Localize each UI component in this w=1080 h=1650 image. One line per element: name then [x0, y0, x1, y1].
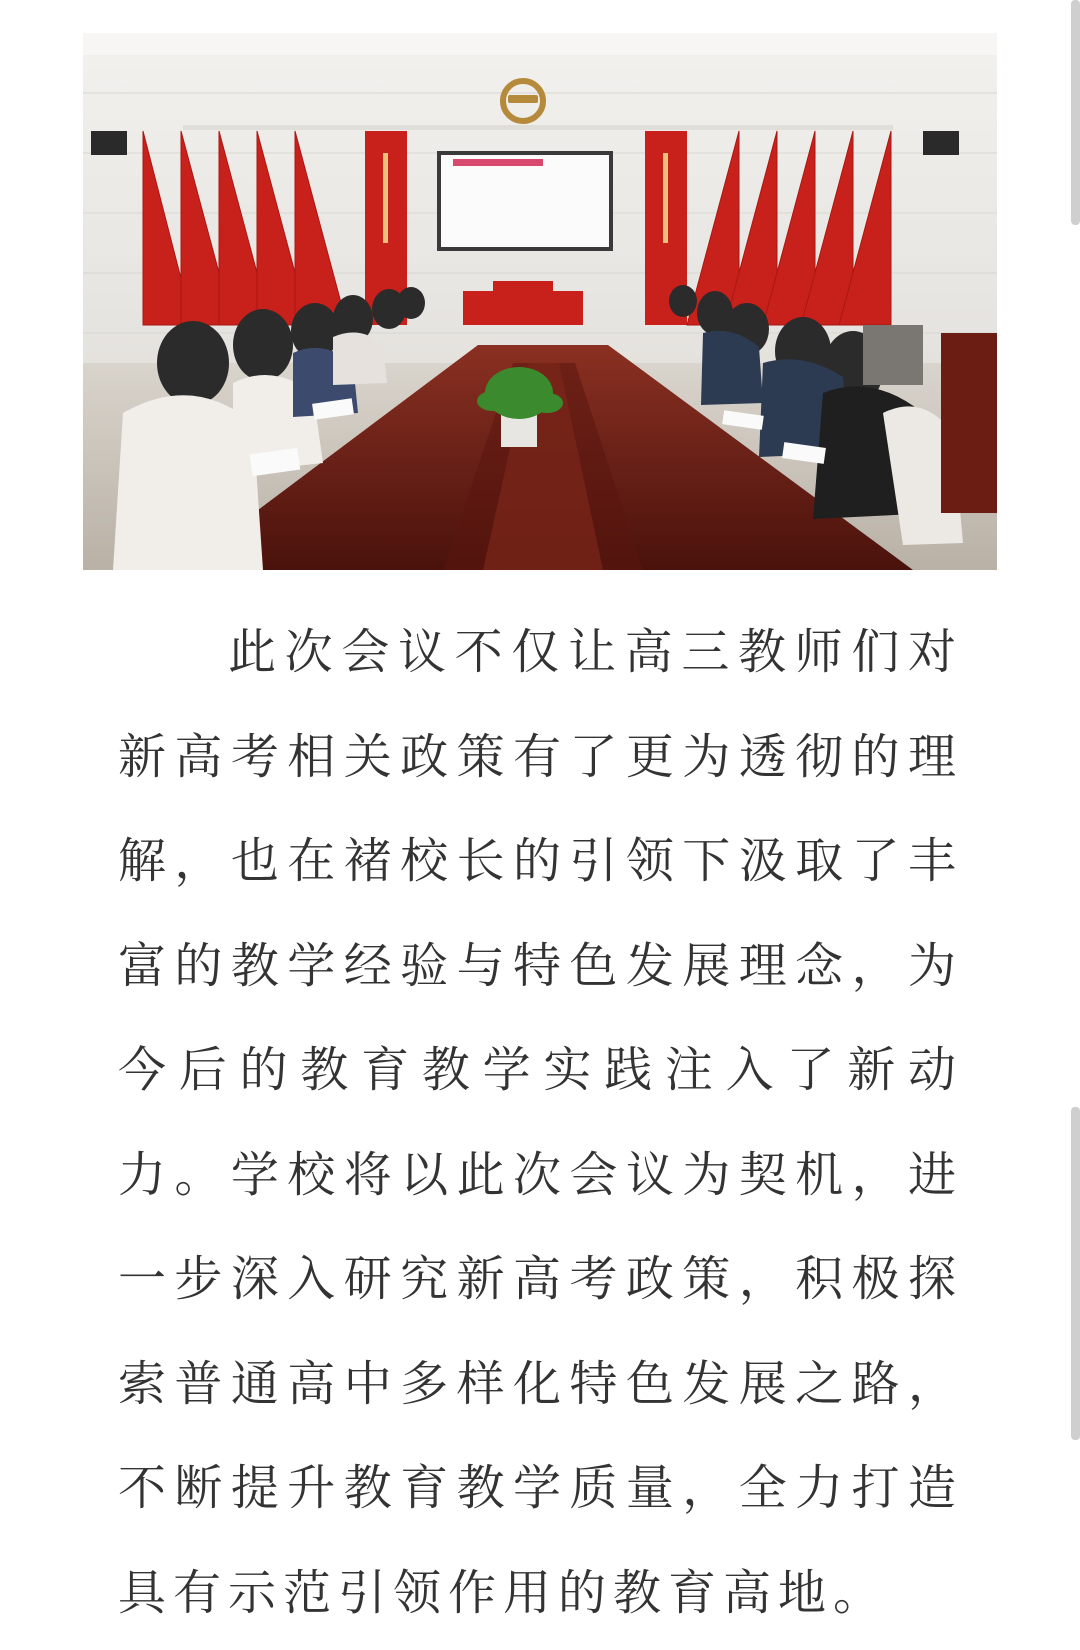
meeting-room-photo [83, 33, 997, 570]
article-paragraph: 此次会议不仅让高三教师们对新高考相关政策有了更为透彻的理解，也在褚校长的引领下汲取了丰富的教学经验与特色发展理念，为今后的教育教学实践注入了新动力。学校将以此次会议为契机，进一步深入研究新高考政策，积极探索普通高中多样化特色发展之路，不断提升教育教学质量，全力打造具有示范引领作用的教育高地。 [118, 624, 963, 1621]
scroll-indicator-top [1071, 0, 1080, 225]
scroll-indicator[interactable] [1071, 1107, 1080, 1440]
